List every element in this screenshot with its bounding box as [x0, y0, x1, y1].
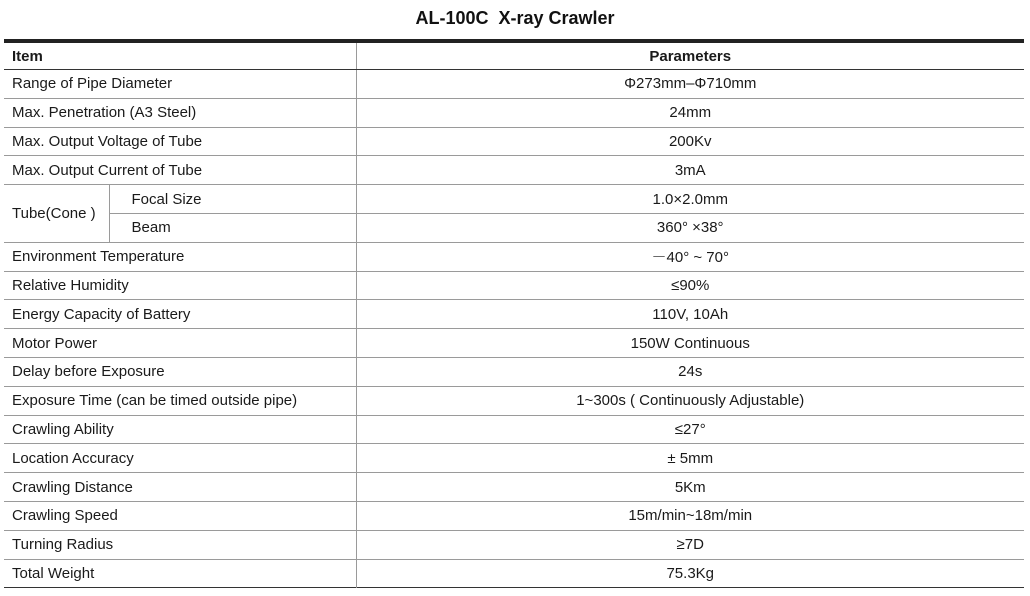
table-row [4, 530, 1024, 559]
table-row [4, 300, 1024, 329]
row-item: Exposure Time (can be timed outside pipe) [4, 386, 356, 415]
document-title: AL-100C X-ray Crawler [415, 8, 615, 28]
tube-group-label: Tube(Cone ) [4, 185, 109, 243]
row-value: ± 5mm [356, 444, 1024, 473]
table-row [4, 444, 1024, 473]
row-value: 3mA [356, 156, 1024, 185]
row-value: 110V, 10Ah [356, 300, 1024, 329]
table-row [4, 386, 1024, 415]
row-item: Max. Penetration (A3 Steel) [4, 98, 356, 127]
row-value: Φ273mm–Φ710mm [356, 70, 1024, 99]
table-row [4, 415, 1024, 444]
row-value: 200Kv [356, 127, 1024, 156]
row-value: ≤27° [356, 415, 1024, 444]
table-row [4, 98, 1024, 127]
row-value: 150W Continuous [356, 329, 1024, 358]
table-row [4, 473, 1024, 502]
table-row [4, 329, 1024, 358]
table-row [4, 357, 1024, 386]
row-value: ≥7D [356, 530, 1024, 559]
row-item: Max. Output Voltage of Tube [4, 127, 356, 156]
row-item: Focal Size [109, 185, 356, 214]
table-row [4, 501, 1024, 530]
row-item: Environment Temperature [4, 242, 356, 271]
row-item: Motor Power [4, 329, 356, 358]
row-value: ≤90% [356, 271, 1024, 300]
table-row [4, 271, 1024, 300]
row-value: 360° ×38° [356, 213, 1024, 242]
row-value: －40° ~ 70° [356, 242, 1024, 271]
table-row [4, 185, 1024, 214]
row-value: 24mm [356, 98, 1024, 127]
table-row [4, 242, 1024, 271]
row-value: 75.3Kg [356, 559, 1024, 588]
row-value: 1.0×2.0mm [356, 185, 1024, 214]
row-item: Location Accuracy [4, 444, 356, 473]
table-row [4, 213, 1024, 242]
row-item: Crawling Ability [4, 415, 356, 444]
table-header-row [4, 41, 1024, 70]
row-value: 1~300s ( Continuously Adjustable) [356, 386, 1024, 415]
table-row [4, 559, 1024, 588]
row-item: Crawling Distance [4, 473, 356, 502]
row-value: 15m/min~18m/min [356, 501, 1024, 530]
row-item: Delay before Exposure [4, 357, 356, 386]
row-item: Total Weight [12, 564, 95, 582]
row-item: Range of Pipe Diameter [4, 70, 356, 99]
row-value: 24s [356, 357, 1024, 386]
spec-table [4, 39, 1024, 588]
row-item: Crawling Speed [4, 501, 356, 530]
row-item: Energy Capacity of Battery [4, 300, 356, 329]
header-parameters: Parameters [356, 41, 1024, 70]
table-row [4, 127, 1024, 156]
row-item: Max. Output Current of Tube [4, 156, 356, 185]
row-item: Relative Humidity [4, 271, 356, 300]
row-item: Turning Radius [4, 530, 356, 559]
row-item: Beam [109, 213, 356, 242]
table-row [4, 156, 1024, 185]
row-value: 5Km [356, 473, 1024, 502]
header-item: Item [4, 41, 356, 70]
table-row [4, 70, 1024, 99]
